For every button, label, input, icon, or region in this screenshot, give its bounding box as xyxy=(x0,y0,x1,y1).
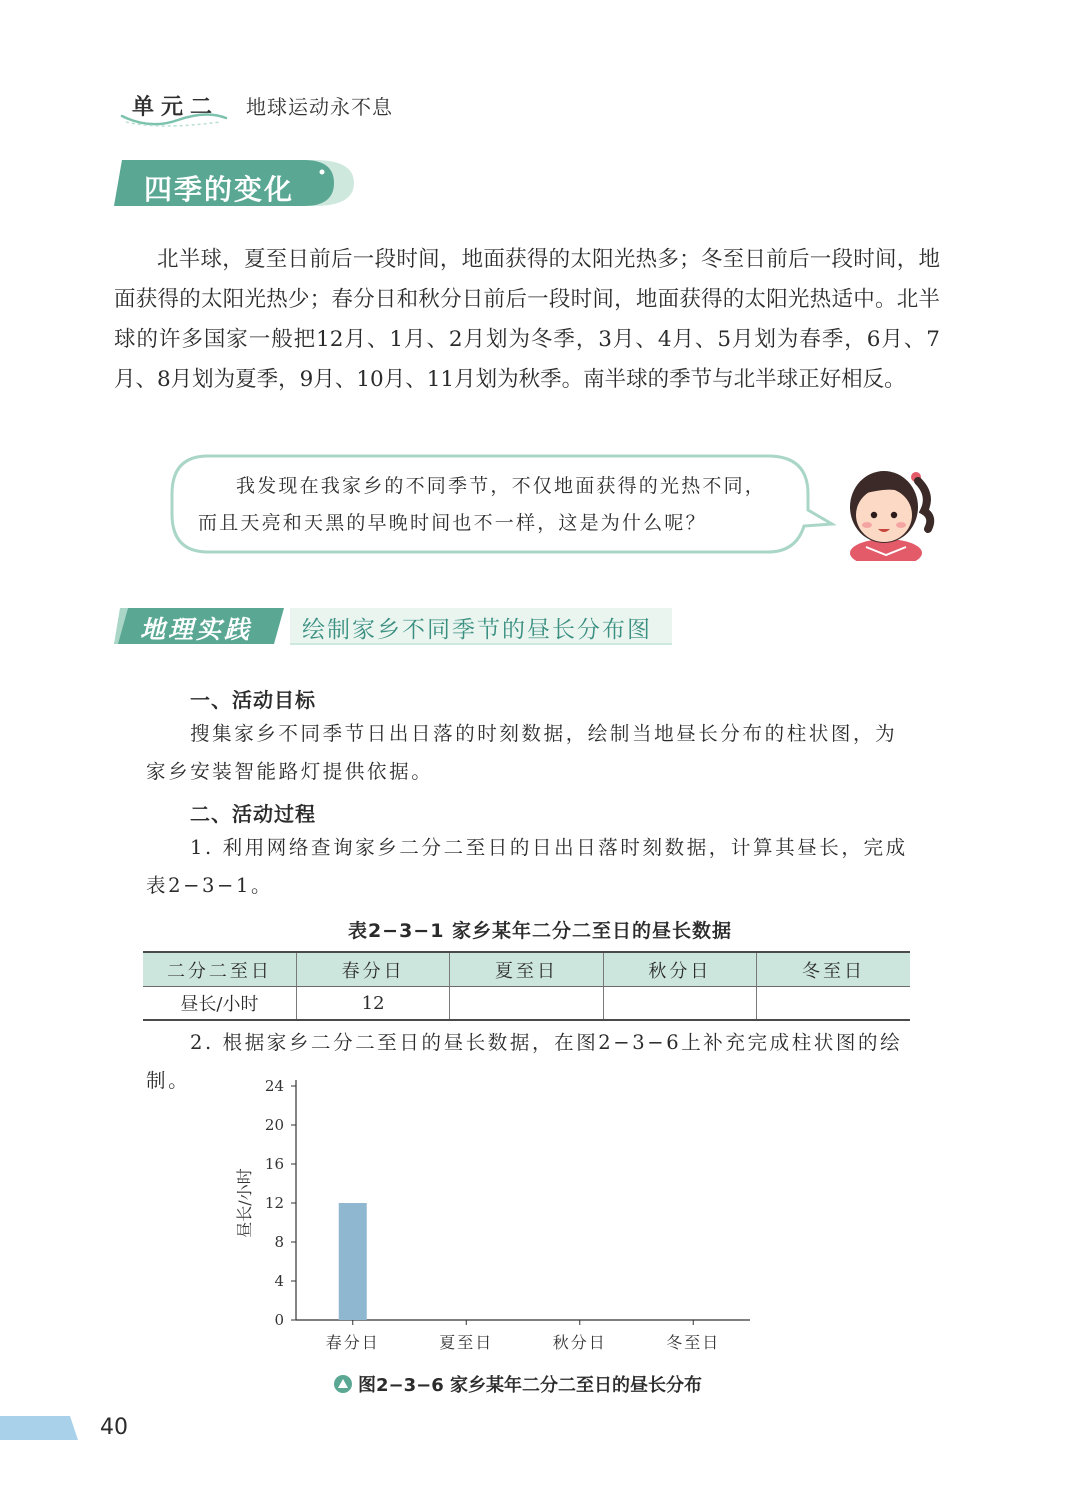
section-title: 四季的变化 xyxy=(144,173,295,206)
practice-title: 绘制家乡不同季节的昼长分布图 xyxy=(302,617,652,643)
bar-春分日 xyxy=(339,1203,367,1320)
unit-title: 地球运动永不息 xyxy=(246,95,393,119)
table-row xyxy=(143,987,910,1021)
y-axis-label: 昼长/小时 xyxy=(235,1168,254,1238)
x-tick-label: 夏至日 xyxy=(439,1333,494,1352)
table-cell: 昼长/小时 xyxy=(143,987,296,1021)
table-header: 二分二至日 xyxy=(143,952,296,987)
bubble-question: 我发现在我家乡的不同季节，不仅地面获得的光热不同，而且天亮和天黑的早晚时间也不一样，这是为什么呢？ xyxy=(198,475,767,534)
goal-text-block xyxy=(146,715,914,791)
body-paragraph xyxy=(114,240,940,400)
table-cell xyxy=(450,987,603,1021)
goal-heading: 一、活动目标 xyxy=(190,688,316,712)
practice-label: 地理实践 xyxy=(140,615,253,644)
table-caption: 表2−3−1 家乡某年二分二至日的昼长数据 xyxy=(347,920,733,942)
bubble-text xyxy=(198,468,784,542)
table-header: 冬至日 xyxy=(757,952,910,987)
y-tick-label: 12 xyxy=(264,1194,284,1212)
y-tick-label: 0 xyxy=(274,1311,284,1329)
y-tick-label: 4 xyxy=(274,1272,284,1290)
triangle-marker-icon xyxy=(334,1375,352,1398)
decorative-wave xyxy=(120,108,230,130)
page-tab xyxy=(0,1416,78,1440)
table-header: 秋分日 xyxy=(603,952,756,987)
paragraph-text: 北半球，夏至日前后一段时间，地面获得的太阳光热多；冬至日前后一段时间，地面获得的太阳光热少；春分日和秋分日前后一段时间，地面获得的太阳光热适中。北半球的许多国家一般把12月、1月、2月划为冬季，3月、4月、5月划为春季，6月、7月、8月划为夏季，9月、10月、11月划为秋季。南半球的季节与北半球正好相反。 xyxy=(114,247,940,392)
process-heading: 二、活动过程 xyxy=(190,802,316,826)
table-cell xyxy=(603,987,756,1021)
y-tick-label: 24 xyxy=(264,1077,284,1095)
table-cell xyxy=(757,987,910,1021)
girl-illustration xyxy=(836,455,940,561)
step1-text: 1. 利用网络查询家乡二分二至日的日出日落时刻数据，计算其昼长，完成表2−3−1。 xyxy=(146,836,908,897)
x-tick-label: 秋分日 xyxy=(552,1333,607,1352)
x-tick-label: 春分日 xyxy=(325,1333,380,1352)
y-tick-label: 16 xyxy=(264,1155,284,1173)
step1-block xyxy=(146,829,914,905)
goal-text: 搜集家乡不同季节日出日落的时刻数据，绘制当地昼长分布的柱状图，为家乡安装智能路灯提供依据。 xyxy=(146,722,898,783)
table-header-row xyxy=(143,952,910,987)
table-header: 春分日 xyxy=(296,952,449,987)
daylength-table xyxy=(143,951,910,1021)
y-tick-label: 20 xyxy=(264,1116,284,1134)
x-tick-label: 冬至日 xyxy=(666,1333,721,1352)
step2-text: 2. 根据家乡二分二至日的昼长数据，在图2−3−6上补充完成柱状图的绘制。 xyxy=(146,1031,903,1092)
y-tick-label: 8 xyxy=(274,1233,284,1251)
page-number: 40 xyxy=(100,1415,128,1440)
table-header: 夏至日 xyxy=(450,952,603,987)
unit-label: 单元二 xyxy=(132,95,220,120)
table-cell: 12 xyxy=(296,987,449,1021)
daylength-bar-chart xyxy=(220,1074,780,1364)
figure-caption: 图2−3−6 家乡某年二分二至日的昼长分布 xyxy=(358,1375,703,1396)
figure-caption-wrap xyxy=(334,1371,702,1398)
